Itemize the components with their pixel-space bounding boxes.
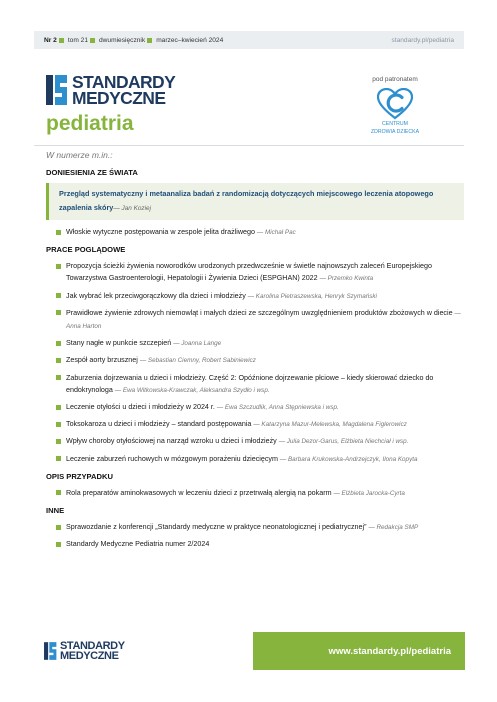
item-title: Prawidłowe żywienie zdrowych niemowląt i małych dzieci ze szczególnym uwzględnieniem produktów zbożowych w diecie bbox=[66, 308, 453, 317]
standardy-logo-icon bbox=[46, 73, 68, 107]
item-author: — Ewa Witkowska-Krawczak, Aleksandra Szydło i wsp. bbox=[114, 386, 270, 394]
footer-brand-logo bbox=[44, 641, 125, 661]
list-item[interactable] bbox=[56, 260, 464, 285]
item-author: — Joanna Lange bbox=[173, 340, 222, 348]
item-author: — Sebastian Ciemny, Robert Sabiniewicz bbox=[139, 357, 256, 365]
list-item[interactable] bbox=[56, 401, 464, 414]
item-author: — Anna Harton bbox=[66, 309, 461, 331]
bullet-icon bbox=[147, 38, 152, 43]
bullet-icon bbox=[56, 375, 61, 380]
bullet-icon bbox=[56, 293, 61, 298]
bullet-icon bbox=[56, 358, 61, 363]
list-item[interactable] bbox=[56, 372, 464, 397]
featured-title: Przegląd systematyczny i metaanaliza badań z randomizacją dotyczących miejscowego leczenia atopowego zapalenia skóry bbox=[59, 189, 434, 212]
patronage-org-line1: CENTRUM bbox=[382, 121, 408, 127]
section-title: pediatria bbox=[46, 112, 134, 135]
patronage-block bbox=[350, 76, 440, 135]
brand-line2: MEDYCZNE bbox=[72, 88, 166, 108]
section-heading: INNE bbox=[46, 506, 65, 516]
item-author: — Redakcja SMP bbox=[368, 524, 419, 532]
list-item[interactable] bbox=[56, 435, 464, 448]
bullet-icon bbox=[56, 439, 61, 444]
item-title: Stany nagłe w punkcie szczepień bbox=[66, 339, 172, 348]
item-author: — Julia Dezor-Garus, Elżbieta Niechciał i wsp. bbox=[278, 438, 409, 446]
item-author: — Barbara Krukowska-Andrzejczyk, Ilona Kopyta bbox=[279, 455, 418, 463]
bullet-icon bbox=[90, 38, 95, 43]
bullet-icon bbox=[56, 310, 61, 315]
bullet-icon bbox=[59, 38, 64, 43]
item-title: Zaburzenia dojrzewania u dzieci i młodzieży. Część 2: Opóźnione dojrzewanie płciowe – kiedy skierować dziecko do endokrynologa bbox=[66, 373, 434, 394]
footer-brand-line1: STANDARDY bbox=[60, 640, 125, 652]
bullet-icon bbox=[56, 542, 61, 547]
list-item[interactable] bbox=[56, 307, 464, 333]
issue-date: marzec–kwiecień 2024 bbox=[156, 36, 224, 44]
header-divider bbox=[34, 145, 464, 146]
patronage-label: pod patronatem bbox=[372, 76, 418, 83]
toc-intro: W numerze m.in.: bbox=[46, 150, 113, 160]
item-title: Jak wybrać lek przeciwgorączkowy dla dzieci i młodzieży bbox=[66, 291, 246, 300]
table-of-contents bbox=[46, 150, 464, 555]
bullet-icon bbox=[56, 490, 61, 495]
item-title: Rola preparatów aminokwasowych w leczeniu dzieci z przetrwałą alergią na pokarm bbox=[66, 488, 332, 497]
header-url-link[interactable]: standardy.pl/pediatria bbox=[391, 36, 454, 44]
list-item[interactable] bbox=[56, 290, 464, 303]
item-title: Toksokaroza u dzieci i młodzieży – standard postępowania bbox=[66, 420, 252, 429]
item-title: Wpływ choroby otyłościowej na narząd wzroku u dzieci i młodzieży bbox=[66, 437, 277, 446]
issue-number: Nr 2 bbox=[44, 36, 57, 44]
footer-brand-line2: MEDYCZNE bbox=[60, 650, 119, 662]
footer-url-link[interactable]: www.standardy.pl/pediatria bbox=[253, 632, 465, 670]
item-title: Leczenie otyłości u dzieci i młodzieży w 2024 r. bbox=[66, 403, 215, 412]
list-item[interactable] bbox=[56, 521, 464, 534]
item-title: Leczenie zaburzeń ruchowych w mózgowym porażeniu dziecięcym bbox=[66, 454, 278, 463]
standardy-logo-icon bbox=[44, 641, 57, 661]
issue-info-bar bbox=[34, 31, 464, 49]
section-heading: OPIS PRZYPADKU bbox=[46, 471, 113, 481]
bullet-icon bbox=[56, 264, 61, 269]
frequency: dwumiesięcznik bbox=[99, 36, 146, 44]
list-item[interactable] bbox=[56, 337, 464, 350]
list-item[interactable] bbox=[56, 453, 464, 466]
bullet-icon bbox=[56, 456, 61, 461]
bullet-icon bbox=[56, 230, 61, 235]
item-title: Sprawozdanie z konferencji „Standardy medyczne w praktyce neonatologicznej i pediatrycznej” bbox=[66, 523, 367, 532]
featured-article[interactable] bbox=[46, 183, 464, 220]
section-heading: DONIESIENIA ZE ŚWIATA bbox=[46, 168, 138, 177]
item-author: — Przemko Kwinta bbox=[319, 275, 374, 283]
item-title: Włoskie wytyczne postępowania w zespole jelita drażliwego bbox=[66, 228, 255, 236]
item-title: Standardy Medyczne Pediatria numer 2/2024 bbox=[66, 540, 210, 549]
list-item[interactable] bbox=[56, 487, 464, 500]
item-title: Zespół aorty brzusznej bbox=[66, 356, 138, 365]
list-item[interactable] bbox=[56, 418, 464, 431]
item-author: — Elżbieta Jarocka-Cyrta bbox=[333, 489, 405, 497]
item-author: — Michał Pac bbox=[256, 229, 296, 236]
brand-logo bbox=[46, 73, 175, 107]
brand-line1: STANDARDY bbox=[72, 72, 176, 92]
heart-c-logo-icon bbox=[377, 88, 413, 120]
section-heading: PRACE POGLĄDOWE bbox=[46, 245, 126, 255]
bullet-icon bbox=[56, 341, 61, 346]
item-author: — Katarzyna Mazur-Melewska, Magdalena Figlerowicz bbox=[253, 421, 407, 429]
item-author: — Ewa Szczudlik, Anna Stępniewska i wsp. bbox=[216, 404, 339, 412]
item-author: — Karolina Pietraszewska, Henryk Szymański bbox=[247, 292, 377, 300]
item-title: Propozycja ścieżki żywienia noworodków urodzonych przedwcześnie w świetle najnowszych zaleceń Europejskiego Towarzystwa Gastroenterologii, Hepatologii i Żywienia Dzieci (ESPGHAN) 2022 bbox=[66, 262, 432, 283]
list-item[interactable] bbox=[56, 226, 464, 239]
bullet-icon bbox=[56, 405, 61, 410]
bullet-icon bbox=[56, 422, 61, 427]
bullet-icon bbox=[56, 525, 61, 530]
patronage-org-line2: ZDROWIA DZIECKA bbox=[370, 128, 420, 135]
list-item[interactable] bbox=[56, 354, 464, 367]
featured-author: — Jan Koziej bbox=[113, 205, 152, 212]
volume: tom 21 bbox=[67, 36, 88, 44]
list-item[interactable] bbox=[56, 538, 464, 551]
